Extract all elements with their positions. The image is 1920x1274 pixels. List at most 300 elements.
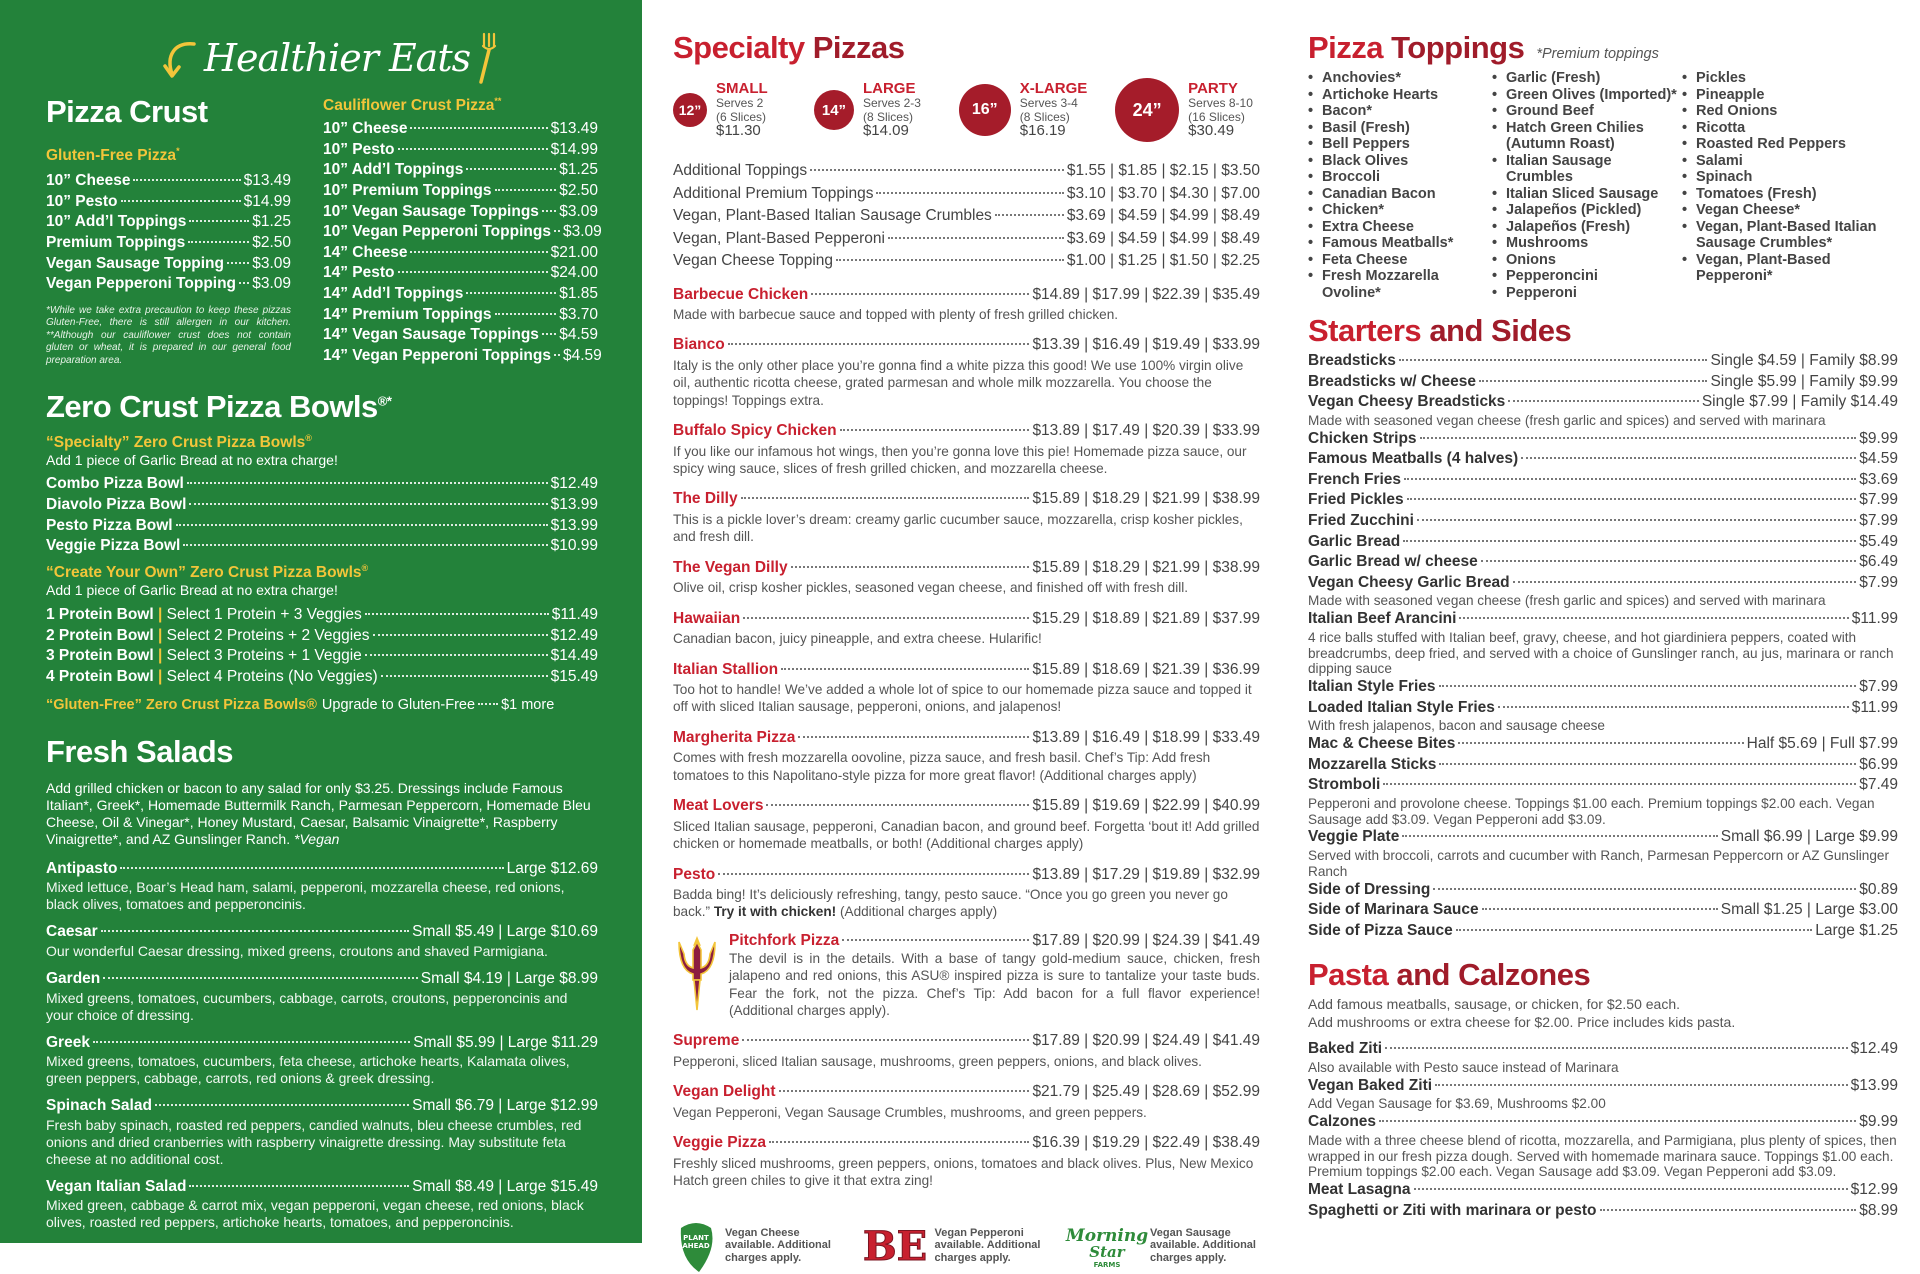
item-label: 10” Pesto	[323, 140, 395, 158]
side-label: Mac & Cheese Bites	[1308, 735, 1456, 753]
salad-price: Small $8.49 | Large $15.49	[412, 1177, 598, 1195]
topping-item: • Fresh Mozzarella Ovoline*	[1308, 268, 1492, 301]
pizza-row	[673, 1132, 1260, 1155]
toppings-header	[1308, 30, 1898, 66]
pizza-label: Italian Stallion	[673, 660, 779, 678]
item-price: $13.49	[550, 120, 598, 138]
side-label: Italian Beef Arancini	[1308, 610, 1457, 628]
toppings-column	[1308, 70, 1492, 301]
item-price: $3.09	[252, 275, 291, 293]
side-desc: Made with seasoned vegan cheese (fresh garlic and spices) and served with marinara	[1308, 593, 1826, 609]
pizza-desc: Italy is the only other place you’re gonna find a white pizza this good! We use 100% virgin olive oil, authentic ricotta cheese, grated parmesan and whole milk mozzarella. You choose the toppings! Toppings extra.	[673, 357, 1244, 408]
size-name: X-LARGE	[1019, 80, 1088, 97]
zero-crust-title: Zero Crust Pizza Bowls®*	[46, 389, 392, 425]
side-row	[1308, 429, 1898, 450]
pizza-price: $17.89 | $20.99 | $24.49 | $41.49	[1032, 1032, 1260, 1050]
side-desc: Add Vegan Sausage for $3.69, Mushrooms $2.00	[1308, 1096, 1606, 1112]
brand-line: charges apply.	[934, 1251, 1011, 1264]
topping-item: • Red Onions	[1682, 103, 1882, 120]
topping-item: • Green Olives (Imported)*	[1492, 87, 1682, 104]
extra-price: $3.69 | $4.59 | $4.99 | $8.49	[1066, 229, 1260, 247]
extra-price: $3.69 | $4.59 | $4.99 | $8.49	[1066, 207, 1260, 224]
brand-line: Vegan Cheese	[725, 1226, 800, 1239]
pizza-label: Barbecue Chicken	[673, 285, 809, 303]
item-label: Combo Pizza Bowl	[46, 475, 184, 493]
bowl-separator: |	[153, 647, 167, 665]
side-row	[1308, 573, 1898, 594]
gluten-free-list	[46, 171, 291, 295]
topping-item: • Ground Beef	[1492, 103, 1682, 120]
salad-row	[46, 969, 598, 990]
pizza-price: $21.79 | $25.49 | $28.69 | $52.99	[1032, 1083, 1260, 1101]
premium-note: *Premium toppings	[1536, 46, 1659, 62]
topping-item: • Italian Sausage Crumbles	[1492, 153, 1682, 186]
pizza-label: Veggie Pizza	[673, 1134, 767, 1152]
side-price: $7.99	[1859, 491, 1898, 509]
extra-label: Vegan, Plant-Based Pepperoni	[673, 229, 885, 247]
gf-bowls-row: “Gluten-Free” Zero Crust Pizza Bowls® Upgrade to Gluten-Free $1 more	[46, 697, 555, 714]
item-label: Veggie Pizza Bowl	[46, 537, 181, 555]
side-row	[1308, 1201, 1898, 1222]
side-row	[1308, 677, 1898, 698]
pizza-label: Bianco	[673, 336, 725, 354]
size-info	[1020, 82, 1088, 138]
side-price: Single $4.59 | Family $8.99	[1710, 352, 1898, 369]
pizza-price: $15.89 | $18.29 | $21.99 | $38.99	[1032, 558, 1260, 576]
pizza-item	[673, 420, 1260, 477]
vegan-brands	[673, 1218, 1260, 1274]
topping-item: • Feta Cheese	[1308, 252, 1492, 269]
salads-section	[46, 734, 598, 1232]
pasta-title: Pasta and Calzones	[1308, 957, 1591, 993]
salad-desc: Fresh baby spinach, roasted red peppers, candied walnuts, bleu cheese crumbles, red onions and dried cranberries with raspberry vinaigrette dressing. May substitute feta cheese at no additional cost.	[46, 1116, 582, 1167]
price-row	[46, 192, 291, 213]
svg-text:AHEAD: AHEAD	[682, 1241, 710, 1250]
side-price: $3.69	[1859, 470, 1898, 488]
healthier-eats-column	[0, 0, 642, 1243]
pizza-label: Meat Lovers	[673, 797, 764, 815]
side-desc: 4 rice balls stuffed with Italian beef, gravy, cheese, and hot giardiniera peppers, coated with breadcrumbs, deep fried, and served with a choice of Gunslinger ranch, au jus, marinara or ranch dipping sauce	[1308, 629, 1894, 677]
item-price: $1.25	[559, 161, 598, 179]
pizza-item	[673, 1030, 1260, 1070]
side-label: Mozzarella Sticks	[1308, 755, 1437, 773]
cyo-bowls-list	[46, 605, 598, 687]
brand-text	[1150, 1227, 1256, 1265]
brand-line: available. Additional	[725, 1239, 831, 1252]
size-price: $11.30	[716, 122, 761, 139]
pizza-desc: Sliced Italian sausage, pepperoni, Canadian bacon, and ground beef. Forgetta ‘bout it! Add grilled chicken or homemade meatballs, or both! (Additional charges apply)	[673, 818, 1260, 852]
price-row	[46, 536, 598, 557]
pizza-list-2	[673, 1030, 1260, 1189]
svg-text:PLANT: PLANT	[683, 1233, 709, 1242]
pizza-crust-title: Pizza Crust	[46, 94, 208, 129]
side-label: Calzones	[1308, 1113, 1377, 1131]
svg-text:FARMS: FARMS	[1093, 1260, 1121, 1269]
side-row	[1308, 470, 1898, 491]
logo-text: Healthier Eats	[203, 36, 471, 80]
price-row	[323, 160, 598, 181]
pizza-desc: Too hot to handle! We’ve added a whole lot of spice to our homemade pizza sauce and topped it off with sliced Italian sausage, pepperoni, onions, and jalapenos!	[673, 682, 1252, 715]
side-label: Side of Marinara Sauce	[1308, 901, 1479, 919]
salad-label: Spinach Salad	[46, 1097, 152, 1115]
pitchfork-icon	[673, 932, 721, 1012]
salad-price: Large $12.69	[506, 859, 598, 877]
specialty-bowls-title: “Specialty” Zero Crust Pizza Bowls®	[46, 433, 312, 452]
brand-item	[673, 1218, 831, 1274]
healthier-eats-logo	[66, 30, 598, 86]
side-row	[1308, 698, 1898, 719]
topping-item: • Bell Peppers	[1308, 136, 1492, 153]
side-desc: With fresh jalapenos, bacon and sausage cheese	[1308, 718, 1605, 734]
size-small	[673, 78, 814, 142]
pizza-label: Margherita Pizza	[673, 728, 796, 746]
side-row	[1308, 532, 1898, 553]
size-price: $16.19	[1019, 122, 1066, 139]
svg-text:Star: Star	[1089, 1242, 1125, 1261]
topping-item: • Broccoli	[1308, 169, 1492, 186]
item-price: $3.09	[562, 223, 602, 241]
pizza-row	[673, 727, 1260, 750]
brand-item	[1065, 1218, 1256, 1274]
item-label: 14” Pesto	[323, 264, 395, 282]
topping-item: • Vegan Cheese*	[1682, 202, 1882, 219]
size-x-large	[959, 78, 1115, 142]
morningstar-logo-icon	[1065, 1221, 1149, 1271]
size-circle: 24”	[1115, 78, 1179, 142]
side-label: Italian Style Fries	[1308, 678, 1436, 696]
topping-item: • Jalapeños (Fresh)	[1492, 219, 1682, 236]
item-price: $2.50	[252, 233, 291, 251]
bowl-price: $12.49	[550, 626, 598, 644]
salads-list	[46, 859, 598, 1232]
pizza-desc: If you like our infamous hot wings, then you’re gonna love this pie! Homemade pizza sauce, our spicy wing sauce, slices of fresh grilled chicken, and mozzarella cheese.	[673, 443, 1247, 477]
bowl-price: $15.49	[550, 667, 598, 685]
price-row	[46, 254, 291, 275]
side-row	[1308, 449, 1898, 470]
pasta-intro-1: Add famous meatballs, sausage, or chicken, for $2.50 each.	[1308, 996, 1680, 1013]
bowl-price: $14.49	[550, 647, 598, 665]
pizza-row	[673, 420, 1260, 443]
size-slices: (6 Slices)	[716, 110, 767, 124]
side-price: $9.99	[1859, 429, 1898, 447]
pizza-label: Hawaiian	[673, 609, 741, 627]
salad-row	[46, 1096, 598, 1117]
pitchfork-body: Pitchfork Pizza $17.89 | $20.99 | $24.39 | $41.49 The devil is in the details. With a base of tangy gold-medium sauce, chicken, fresh jalapeno and red onions, this ASU® inspired pizza is sure to tantalize your taste buds. Fear the fork, not the pizza. Chef’s Tip: Add bacon for a full flavor experience! (Additional charges apply).	[729, 931, 1260, 1019]
pizza-crust-section	[46, 94, 602, 367]
pizza-price: $15.89 | $18.29 | $21.99 | $38.99	[1032, 490, 1260, 508]
item-price: $3.09	[252, 254, 291, 272]
size-name: LARGE	[862, 80, 916, 97]
price-row	[323, 119, 598, 140]
item-label: 10” Premium Toppings	[323, 181, 492, 199]
bowl-option: Select 4 Proteins (No Veggies)	[166, 667, 378, 685]
toppings-column	[1492, 70, 1682, 301]
pizza-price: $16.39 | $19.29 | $22.49 | $38.49	[1032, 1134, 1260, 1152]
toppings-sides-column	[1284, 0, 1920, 1243]
toppings-column	[1682, 70, 1882, 301]
side-label: French Fries	[1308, 470, 1402, 488]
side-row	[1308, 775, 1898, 796]
salad-label: Vegan Italian Salad	[46, 1177, 187, 1195]
size-circle: 14”	[814, 90, 854, 130]
brand-text	[935, 1227, 1041, 1265]
bowl-label: 2 Protein Bowl	[46, 626, 154, 644]
salad-label: Greek	[46, 1033, 90, 1051]
cyo-bowl-row	[46, 646, 598, 667]
topping-item: • Pickles	[1682, 70, 1882, 87]
salad-row	[46, 1177, 598, 1198]
price-row	[323, 181, 598, 202]
pizza-item	[673, 1132, 1260, 1189]
price-row	[323, 243, 598, 264]
salad-row	[46, 922, 598, 943]
side-label: Spaghetti or Ziti with marinara or pesto	[1308, 1201, 1597, 1219]
side-label: Fried Zucchini	[1308, 511, 1414, 529]
cyo-bowl-row	[46, 605, 598, 626]
pizza-item	[673, 334, 1260, 409]
extra-row	[673, 205, 1260, 228]
side-row	[1308, 921, 1898, 942]
side-price: $7.99	[1859, 511, 1898, 529]
pizza-label: Supreme	[673, 1032, 740, 1050]
side-price: $5.49	[1859, 532, 1898, 550]
side-row	[1308, 392, 1898, 413]
size-name: PARTY	[1188, 80, 1238, 97]
side-price: $0.89	[1859, 880, 1898, 898]
side-price: $11.99	[1851, 698, 1898, 716]
item-price: $13.99	[550, 495, 598, 513]
pizza-desc: Olive oil, crisp kosher pickles, seasoned vegan cheese, and finished off with fresh dill.	[673, 580, 1189, 596]
pizza-row	[673, 488, 1260, 511]
price-row	[46, 516, 598, 537]
item-label: 14” Vegan Sausage Toppings	[323, 326, 539, 344]
pizza-price: $15.89 | $19.69 | $22.99 | $40.99	[1032, 797, 1260, 815]
topping-item: • Ricotta	[1682, 120, 1882, 137]
svg-text:Morning: Morning	[1065, 1225, 1149, 1246]
pizza-item	[673, 284, 1260, 324]
extra-row	[673, 250, 1260, 273]
pasta-intro-2: Add mushrooms or extra cheese for $2.00. Price includes kids pasta.	[1308, 1014, 1736, 1031]
side-price: Half $5.69 | Full $7.99	[1746, 735, 1898, 753]
side-row	[1308, 1180, 1898, 1201]
plant-ahead-logo-icon	[673, 1218, 719, 1274]
item-label: 10” Add’l Toppings	[46, 213, 187, 231]
brand-line: charges apply.	[725, 1251, 802, 1264]
salad-row	[46, 859, 598, 880]
gluten-free-footnote: *While we take extra precaution to keep these pizzas Gluten-Free, there is still allergen in our kitchen. **Although our cauliflower crust does not contain gluten or wheat, it is prepared in our general food preparation area.	[46, 304, 291, 366]
cauliflower-column	[323, 94, 602, 367]
toppings-list	[1308, 70, 1898, 301]
side-price: Large $1.25	[1815, 921, 1898, 939]
size-circle: 12”	[673, 93, 707, 127]
side-label: Breadsticks w/ Cheese	[1308, 372, 1477, 390]
item-label: Pesto Pizza Bowl	[46, 516, 173, 534]
pizza-price: $14.89 | $17.99 | $22.39 | $35.49	[1032, 285, 1260, 303]
pizza-price: $13.89 | $17.49 | $20.39 | $33.99	[1032, 422, 1260, 440]
specialty-bowls-note: Add 1 piece of Garlic Bread at no extra charge!	[46, 452, 338, 469]
topping-item: • Anchovies*	[1308, 70, 1492, 87]
pizza-price: $15.89 | $18.69 | $21.39 | $36.99	[1032, 660, 1260, 678]
size-info	[716, 82, 768, 138]
cyo-bowl-row	[46, 667, 598, 688]
brand-line: available. Additional	[934, 1239, 1041, 1252]
pizza-label: Vegan Delight	[673, 1083, 776, 1101]
item-label: 10” Pesto	[46, 192, 118, 210]
side-label: Side of Dressing	[1308, 880, 1431, 898]
extra-price: $1.00 | $1.25 | $1.50 | $2.25	[1066, 252, 1260, 269]
pizza-price: $13.39 | $16.49 | $19.49 | $33.99	[1032, 336, 1260, 354]
salad-label: Caesar	[46, 923, 98, 941]
price-row	[46, 495, 598, 516]
topping-item: • Extra Cheese	[1308, 219, 1492, 236]
pizza-item-pesto: Pesto $13.89 | $17.29 | $19.89 | $32.99 Badda bing! It’s deliciously refreshing, tangy, pesto sauce. “Once you go green you never go back.” Try it with chicken! (Additional charges apply)	[673, 865, 1260, 920]
topping-item: • Chicken*	[1308, 202, 1492, 219]
pizza-price: $13.89 | $16.49 | $18.99 | $33.49	[1032, 728, 1260, 746]
side-price: $12.49	[1850, 1040, 1898, 1058]
pizza-item	[673, 795, 1260, 852]
topping-item: • Pepperoni	[1492, 285, 1682, 302]
extra-label: Additional Premium Toppings	[673, 184, 874, 202]
item-price: $21.00	[550, 243, 598, 261]
side-row	[1308, 827, 1898, 848]
pizza-row	[673, 1030, 1260, 1053]
size-serves: Serves 8-10	[1188, 96, 1253, 110]
side-price: $13.99	[1850, 1076, 1898, 1094]
size-serves: Serves 2	[716, 96, 764, 110]
topping-item: • Artichoke Hearts	[1308, 87, 1492, 104]
side-row	[1308, 1112, 1898, 1133]
gluten-free-column	[46, 94, 291, 367]
pizza-row	[673, 795, 1260, 818]
size-serves: Serves 2-3	[862, 96, 921, 110]
side-price: Single $5.99 | Family $9.99	[1710, 372, 1898, 390]
topping-item: • Roasted Red Peppers	[1682, 136, 1882, 153]
item-price: $13.49	[243, 172, 291, 190]
side-price: $6.99	[1859, 755, 1898, 773]
price-row	[323, 284, 598, 305]
side-row	[1308, 1039, 1898, 1060]
pizza-label: The Dilly	[673, 490, 738, 508]
extra-label: Vegan Cheese Topping	[673, 252, 834, 269]
item-label: 14” Add’l Toppings	[323, 284, 464, 302]
side-desc: Also available with Pesto sauce instead of Marinara	[1308, 1060, 1619, 1076]
size-circle: 16”	[959, 84, 1011, 136]
size-party	[1115, 78, 1260, 142]
pizza-item	[673, 608, 1260, 648]
price-row	[46, 274, 291, 295]
topping-item: • Garlic (Fresh)	[1492, 70, 1682, 87]
item-label: 14” Vegan Pepperoni Toppings	[323, 346, 551, 364]
size-slices: (8 Slices)	[862, 110, 913, 124]
size-large	[814, 78, 959, 142]
pizza-row	[673, 1081, 1260, 1104]
pizza-row	[673, 557, 1260, 580]
item-label: Vegan Pepperoni Topping	[46, 275, 237, 293]
topping-item: • Black Olives	[1308, 153, 1492, 170]
brand-text	[725, 1227, 831, 1265]
side-row	[1308, 511, 1898, 532]
extra-label: Vegan, Plant-Based Italian Sausage Crumbles	[673, 207, 992, 224]
extra-row	[673, 228, 1260, 251]
pizza-desc: Canadian bacon, juicy pineapple, and extra cheese. Hularific!	[673, 631, 1042, 647]
side-label: Veggie Plate	[1308, 828, 1400, 846]
salad-price: Small $4.19 | Large $8.99	[420, 970, 598, 988]
svg-text:BE: BE	[862, 1222, 927, 1270]
side-row	[1308, 734, 1898, 755]
topping-item: • Hatch Green Chilies (Autumn Roast)	[1492, 120, 1682, 153]
size-serves: Serves 3-4	[1019, 96, 1078, 110]
side-row	[1308, 880, 1898, 901]
price-row	[323, 263, 598, 284]
side-row	[1308, 552, 1898, 573]
side-row	[1308, 900, 1898, 921]
side-price: $11.99	[1851, 610, 1898, 628]
starters-list	[1308, 351, 1898, 941]
item-label: Vegan Sausage Topping	[46, 254, 224, 272]
item-price: $14.99	[550, 140, 598, 158]
extras-list	[673, 160, 1260, 273]
salad-desc: Our wonderful Caesar dressing, mixed greens, croutons and shaved Parmigiana.	[46, 943, 548, 960]
extra-row	[673, 160, 1260, 183]
brand-line: charges apply.	[1150, 1251, 1227, 1264]
side-price: Small $1.25 | Large $3.00	[1720, 901, 1898, 919]
size-price: $14.09	[862, 122, 909, 139]
bowl-label: 4 Protein Bowl	[46, 667, 154, 685]
price-row	[323, 140, 598, 161]
side-price: $6.49	[1859, 553, 1898, 571]
item-price: $1.25	[252, 213, 291, 231]
topping-item: • Pineapple	[1682, 87, 1882, 104]
starters-title: Starters and Sides	[1308, 313, 1572, 348]
side-desc: Served with broccoli, carrots and cucumber with Ranch, Parmesan Peppercorn or AZ Gunslinger Ranch	[1308, 848, 1890, 879]
extra-price: $3.10 | $3.70 | $4.30 | $7.00	[1066, 184, 1260, 202]
pasta-list	[1308, 1039, 1898, 1221]
item-price: $2.50	[559, 181, 598, 199]
pizza-item	[673, 488, 1260, 545]
salad-price: Small $5.49 | Large $10.69	[412, 923, 598, 941]
topping-item: • Canadian Bacon	[1308, 186, 1492, 203]
side-label: Garlic Bread	[1308, 532, 1401, 550]
bowl-option: Select 3 Proteins + 1 Veggie	[166, 647, 362, 665]
side-row	[1308, 351, 1898, 372]
pizza-row	[673, 284, 1260, 307]
bowl-price: $11.49	[551, 605, 598, 623]
size-price: $30.49	[1188, 122, 1235, 139]
salads-intro: Add grilled chicken or bacon to any salad for only $3.25. Dressings include Famous Italian*, Greek*, Homemade Buttermilk Ranch, Parmesan Peppercorn, Homemade Bleu Cheese, Oil & Vinegar*, Honey Mustard, Caesar, Balsamic Vinaigrette*, Raspberry Vinaigrette*, and AZ Gunslinger Ranch. *Vegan	[46, 779, 591, 847]
price-row	[323, 325, 598, 346]
brand-line: Vegan Sausage	[1150, 1226, 1231, 1239]
bowl-label: 1 Protein Bowl	[46, 605, 154, 623]
price-row	[323, 202, 598, 223]
salad-desc: Mixed greens, tomatoes, cucumbers, cabbage, carrots, croutons, pepperoncinis and your choice of dressing.	[46, 989, 568, 1023]
curved-arrow-icon	[162, 36, 198, 80]
side-desc: Pepperoni and provolone cheese. Toppings $1.00 each. Premium toppings $2.00 each. Vegan Sausage add $3.09. Vegan Pepperoni add $3.09.	[1308, 795, 1875, 827]
pizza-price: $15.29 | $18.89 | $21.89 | $37.99	[1032, 609, 1260, 627]
item-label: Diavolo Pizza Bowl	[46, 495, 187, 513]
pizza-item	[673, 557, 1260, 597]
topping-item: • Famous Meatballs*	[1308, 235, 1492, 252]
topping-item: • Pepperoncini	[1492, 268, 1682, 285]
salad-row	[46, 1033, 598, 1054]
topping-item: • Vegan, Plant-Based Pepperoni*	[1682, 252, 1882, 285]
cyo-bowls-note: Add 1 piece of Garlic Bread at no extra charge!	[46, 581, 338, 598]
topping-item: • Salami	[1682, 153, 1882, 170]
bowl-label: 3 Protein Bowl	[46, 647, 154, 665]
salad-label: Antipasto	[46, 859, 118, 877]
price-row	[46, 474, 598, 495]
side-label: Loaded Italian Style Fries	[1308, 698, 1495, 716]
cauliflower-list	[323, 119, 602, 366]
